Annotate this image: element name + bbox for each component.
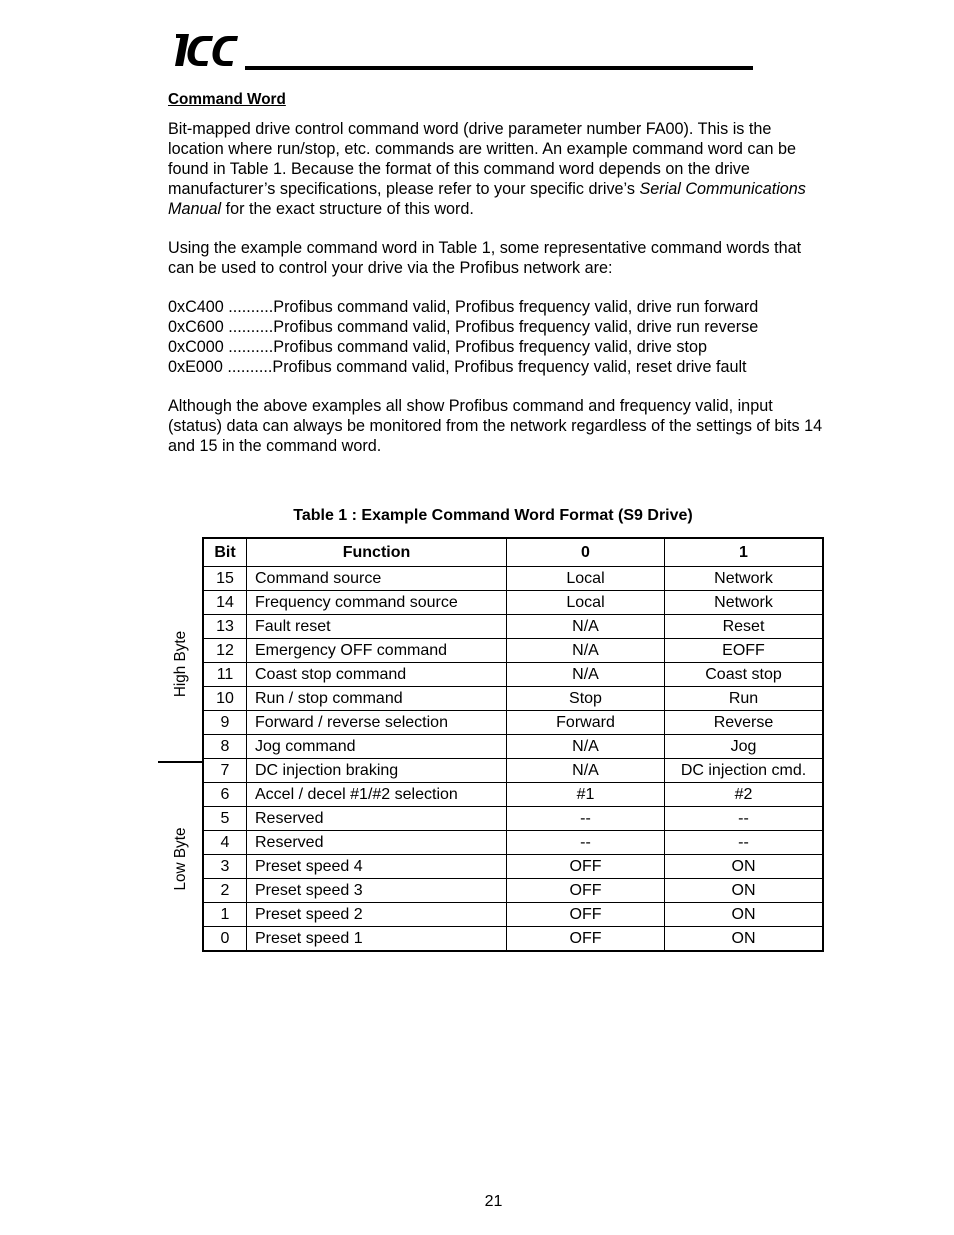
table-row [203, 639, 823, 663]
cell-zero: Stop [507, 687, 665, 711]
section-heading: Command Word [168, 91, 286, 108]
icc-logo [173, 28, 243, 72]
command-word-table [202, 537, 824, 952]
table-row [203, 783, 823, 807]
table-row [203, 927, 823, 952]
cell-bit: 3 [203, 855, 247, 879]
example-row: 0xC400 ..........Profibus command valid, Profibus frequency valid, drive run forward [168, 298, 759, 316]
cell-bit: 7 [203, 759, 247, 783]
cell-one: #2 [665, 783, 824, 807]
example-row: 0xC600 ..........Profibus command valid, Profibus frequency valid, drive run reverse [168, 318, 759, 336]
example-list [168, 297, 828, 377]
cell-zero: OFF [507, 927, 665, 952]
cell-zero: Forward [507, 711, 665, 735]
cell-bit: 14 [203, 591, 247, 615]
main-content [168, 90, 828, 475]
cell-zero: N/A [507, 759, 665, 783]
cell-function: Frequency command source [247, 591, 507, 615]
cell-zero: OFF [507, 879, 665, 903]
cell-function: Fault reset [247, 615, 507, 639]
cell-function: Preset speed 4 [247, 855, 507, 879]
cell-bit: 12 [203, 639, 247, 663]
cell-zero: -- [507, 831, 665, 855]
intro-text-italic: Serial Communications Manual [168, 180, 806, 218]
byte-divider [158, 761, 202, 763]
table-row [203, 855, 823, 879]
cell-bit: 13 [203, 615, 247, 639]
cell-function: Preset speed 1 [247, 927, 507, 952]
intro-paragraph [168, 119, 828, 219]
cell-one: Reset [665, 615, 824, 639]
intro-text-a: Bit-mapped drive control command word (drive parameter number FA00). This is the location where run/stop, etc. commands are written. An example command word can be found in Table 1. Because the format of this command word depends on the drive manufacturer’s specifications, please refer to your specific drive’s [168, 120, 797, 198]
cell-function: DC injection braking [247, 759, 507, 783]
table-row [203, 591, 823, 615]
cell-one: EOFF [665, 639, 824, 663]
cell-function: Preset speed 2 [247, 903, 507, 927]
cell-zero: #1 [507, 783, 665, 807]
cell-bit: 9 [203, 711, 247, 735]
cell-function: Run / stop command [247, 687, 507, 711]
cell-one: Coast stop [665, 663, 824, 687]
cell-one: Network [665, 591, 824, 615]
header-rule [245, 66, 753, 70]
cell-bit: 0 [203, 927, 247, 952]
example-row: 0xE000 ..........Profibus command valid, Profibus frequency valid, reset drive fault [168, 358, 747, 376]
cell-one: ON [665, 879, 824, 903]
cell-zero: -- [507, 807, 665, 831]
page-number: 21 [484, 1193, 503, 1210]
cell-function: Coast stop command [247, 663, 507, 687]
intro-text-b: for the exact structure of this word. [221, 200, 474, 218]
table-row [203, 711, 823, 735]
note-paragraph: Although the above examples all show Profibus command and frequency valid, input (status) data can always be monitored from the network regardless of the settings of bits 14 and 15 in the command word. [168, 397, 823, 455]
table-header-row [203, 538, 823, 567]
cell-bit: 5 [203, 807, 247, 831]
table-row [203, 615, 823, 639]
cell-bit: 4 [203, 831, 247, 855]
cell-one: Reverse [665, 711, 824, 735]
cell-zero: N/A [507, 663, 665, 687]
table-row [203, 663, 823, 687]
high-byte-label: High Byte [172, 630, 189, 698]
cell-bit: 10 [203, 687, 247, 711]
cell-zero: Local [507, 567, 665, 591]
cell-bit: 15 [203, 567, 247, 591]
example-row: 0xC000 ..........Profibus command valid, Profibus frequency valid, drive stop [168, 338, 707, 356]
header-function: Function [247, 538, 507, 567]
cell-bit: 8 [203, 735, 247, 759]
cell-bit: 1 [203, 903, 247, 927]
table-row [203, 903, 823, 927]
low-byte-label: Low Byte [172, 827, 189, 891]
cell-one: ON [665, 927, 824, 952]
usage-paragraph: Using the example command word in Table 1, some representative command words that can be used to control your drive via the Profibus network are: [168, 239, 802, 277]
cell-function: Emergency OFF command [247, 639, 507, 663]
cell-one: Network [665, 567, 824, 591]
cell-one: -- [665, 831, 824, 855]
cell-bit: 11 [203, 663, 247, 687]
table-row [203, 735, 823, 759]
table-row [203, 807, 823, 831]
cell-bit: 2 [203, 879, 247, 903]
cell-one: Run [665, 687, 824, 711]
cell-one: ON [665, 855, 824, 879]
table-row [203, 759, 823, 783]
cell-zero: OFF [507, 855, 665, 879]
cell-function: Reserved [247, 807, 507, 831]
cell-zero: OFF [507, 903, 665, 927]
cell-function: Reserved [247, 831, 507, 855]
cell-function: Forward / reverse selection [247, 711, 507, 735]
cell-zero: N/A [507, 735, 665, 759]
cell-zero: Local [507, 591, 665, 615]
cell-function: Accel / decel #1/#2 selection [247, 783, 507, 807]
cell-one: -- [665, 807, 824, 831]
cell-one: ON [665, 903, 824, 927]
cell-bit: 6 [203, 783, 247, 807]
cell-one: Jog [665, 735, 824, 759]
table-row [203, 687, 823, 711]
header-one: 1 [665, 538, 824, 567]
table-row [203, 567, 823, 591]
cell-zero: N/A [507, 615, 665, 639]
header-bit: Bit [203, 538, 247, 567]
cell-function: Jog command [247, 735, 507, 759]
header-zero: 0 [507, 538, 665, 567]
table-row [203, 879, 823, 903]
table-caption: Table 1 : Example Command Word Format (S9 Drive) [293, 507, 693, 524]
cell-function: Command source [247, 567, 507, 591]
logo-text: ICC [173, 28, 175, 29]
table-row [203, 831, 823, 855]
cell-one: DC injection cmd. [665, 759, 824, 783]
cell-function: Preset speed 3 [247, 879, 507, 903]
cell-zero: N/A [507, 639, 665, 663]
